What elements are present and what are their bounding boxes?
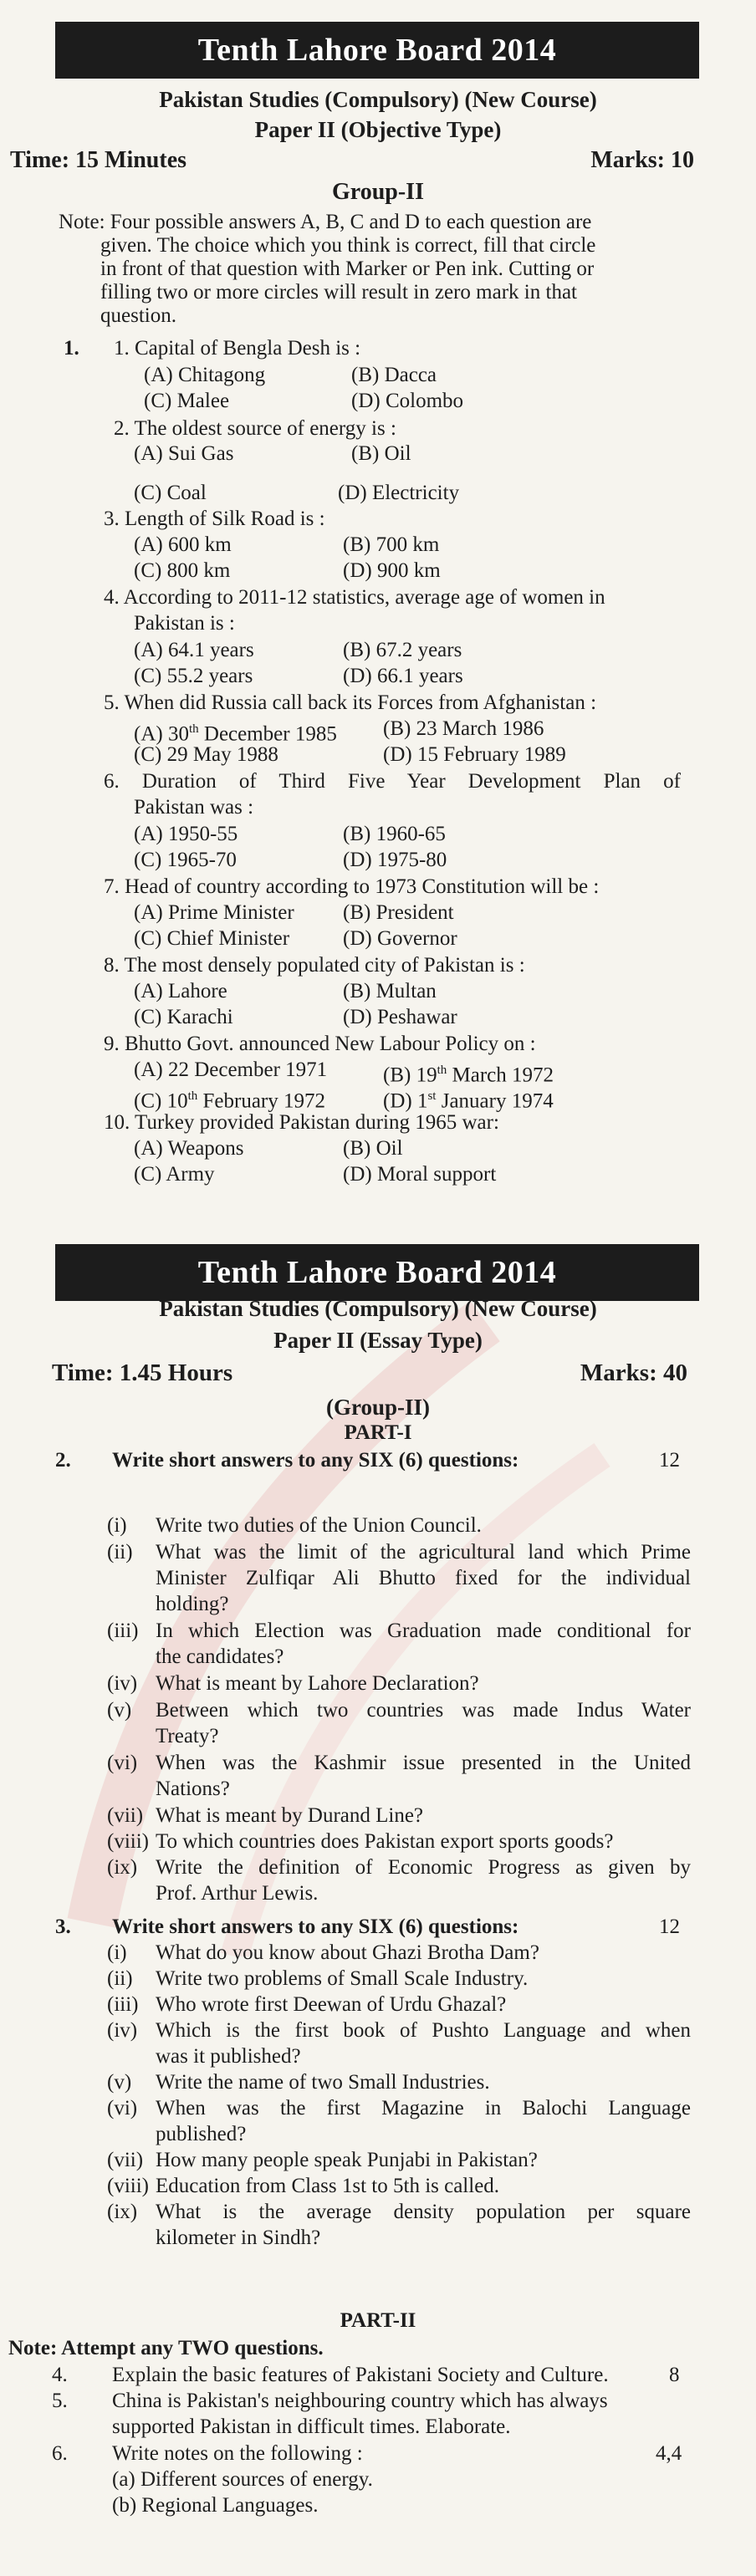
- mcq-question: 8. The most densely populated city of Pakistan is :: [104, 954, 525, 977]
- mcq-option: (D) 15 February 1989: [383, 743, 566, 766]
- mcq-option: (D) Moral support: [343, 1163, 497, 1186]
- q3-item-line: What do you know about Ghazi Brotha Dam?: [156, 1941, 539, 1964]
- mcq-option: (D) Governor: [343, 927, 457, 950]
- q6-number: 6.: [52, 2442, 68, 2465]
- objective-time: Time: 15 Minutes: [10, 147, 187, 173]
- mcq-option: (C) Karachi: [134, 1006, 233, 1028]
- objective-question-number: 1.: [64, 337, 79, 360]
- note-line: given. The choice which you think is correct, fill that circle: [100, 234, 596, 257]
- mcq-option: (C) 55.2 years: [134, 665, 253, 687]
- mcq-question: 9. Bhutto Govt. announced New Labour Policy on :: [104, 1033, 536, 1055]
- q2-item-number: (viii): [107, 1830, 149, 1853]
- objective-note: [59, 211, 711, 328]
- mcq-option: (A) Prime Minister: [134, 901, 294, 924]
- q5-number: 5.: [52, 2390, 68, 2412]
- mcq-option: (B) 67.2 years: [343, 639, 462, 661]
- essay-marks: Marks: 40: [580, 1359, 687, 1386]
- q3-item-number: (i): [107, 1941, 127, 1964]
- q2-item-line: Write two duties of the Union Council.: [156, 1514, 482, 1537]
- q2-item-line: Treaty?: [156, 1725, 219, 1747]
- mcq-option: (B) Multan: [343, 980, 437, 1002]
- mcq-option: (A) Weapons: [134, 1137, 244, 1160]
- mcq-option: (A) 600 km: [134, 533, 232, 556]
- q2-item-line: Between which two countries was made Indus Water: [156, 1699, 691, 1722]
- mcq-question: 5. When did Russia call back its Forces from Afghanistan :: [104, 691, 597, 714]
- q3-item-line: How many people speak Punjabi in Pakistan?: [156, 2149, 538, 2171]
- q3-number: 3.: [55, 1915, 71, 1938]
- q2-item-line: When was the Kashmir issue presented in the United: [156, 1752, 691, 1774]
- mcq-option: (C) 29 May 1988: [134, 743, 278, 766]
- part1-heading: PART-I: [344, 1421, 412, 1444]
- objective-marks: Marks: 10: [590, 147, 694, 173]
- q2-item-number: (i): [107, 1514, 127, 1537]
- mcq-option: (D) 900 km: [343, 559, 441, 582]
- q6-marks: 4,4: [656, 2442, 682, 2465]
- objective-banner: Tenth Lahore Board 2014: [55, 22, 699, 79]
- q3-item-number: (iii): [107, 1993, 139, 2016]
- essay-time: Time: 1.45 Hours: [52, 1359, 233, 1386]
- q2-title: Write short answers to any SIX (6) questions:: [112, 1449, 519, 1472]
- q3-item-number: (vi): [107, 2097, 138, 2119]
- q2-item-line: To which countries does Pakistan export sports goods?: [156, 1830, 614, 1853]
- q3-item-number: (ix): [107, 2201, 138, 2223]
- essay-subject: Pakistan Studies (Compulsory) (New Course): [159, 1296, 597, 1321]
- note-line: filling two or more circles will result in zero mark in that: [100, 281, 577, 304]
- mcq-option: (C) Chief Minister: [134, 927, 290, 950]
- q2-item-line: Prof. Arthur Lewis.: [156, 1882, 319, 1905]
- mcq-question-continued: Pakistan is :: [134, 612, 235, 635]
- q2-item-number: (iii): [107, 1620, 139, 1642]
- q6-text: Write notes on the following :: [112, 2442, 363, 2465]
- essay-banner: Tenth Lahore Board 2014: [55, 1244, 699, 1301]
- mcq-option: (D) 66.1 years: [343, 665, 463, 687]
- mcq-option: (D) 1st January 1974: [383, 1089, 554, 1113]
- mcq-option: (A) Sui Gas: [134, 442, 234, 465]
- note-line: Note: Four possible answers A, B, C and D to each question are: [59, 211, 592, 233]
- q3-item-line: Write the name of two Small Industries.: [156, 2071, 490, 2094]
- objective-subject: Pakistan Studies (Compulsory) (New Course): [159, 87, 597, 112]
- q2-item-line: the candidates?: [156, 1645, 284, 1668]
- q3-item-number: (vii): [107, 2149, 144, 2171]
- mcq-question-continued: Pakistan was :: [134, 796, 254, 819]
- mcq-question: 4. According to 2011-12 statistics, average age of women in: [104, 586, 605, 609]
- q3-item-line: Who wrote first Deewan of Urdu Ghazal?: [156, 1993, 507, 2016]
- q3-item-number: (viii): [107, 2175, 149, 2197]
- q3-item-line: Education from Class 1st to 5th is called.: [156, 2175, 500, 2197]
- mcq-question: 7. Head of country according to 1973 Constitution will be :: [104, 875, 600, 898]
- mcq-option: (C) 1965-70: [134, 849, 237, 871]
- q2-item-number: (vi): [107, 1752, 138, 1774]
- q3-title: Write short answers to any SIX (6) questions:: [112, 1915, 519, 1938]
- mcq-option: (B) Oil: [351, 442, 411, 465]
- mcq-option: (D) Peshawar: [343, 1006, 457, 1028]
- q5-line: supported Pakistan in difficult times. Elaborate.: [112, 2415, 511, 2438]
- mcq-option: (B) 1960-65: [343, 823, 446, 845]
- mcq-option: (B) Oil: [343, 1137, 403, 1160]
- q3-item-number: (iv): [107, 2019, 138, 2042]
- mcq-option: (C) Coal: [134, 482, 207, 504]
- q4-number: 4.: [52, 2364, 68, 2386]
- mcq-option: (B) 23 March 1986: [383, 717, 544, 740]
- mcq-option: (C) 800 km: [134, 559, 231, 582]
- mcq-option: (A) 22 December 1971: [134, 1058, 328, 1081]
- mcq-option: (A) 1950-55: [134, 823, 238, 845]
- q2-item-number: (vii): [107, 1804, 144, 1827]
- mcq-option: (D) Electricity: [338, 482, 460, 504]
- q3-marks: 12: [659, 1915, 680, 1938]
- mcq-option: (A) Chitagong: [144, 364, 266, 386]
- q4-text: Explain the basic features of Pakistani Society and Culture.: [112, 2364, 609, 2386]
- q2-item-number: (v): [107, 1699, 132, 1722]
- objective-paper: Paper II (Objective Type): [254, 117, 502, 142]
- mcq-question: 6. Duration of Third Five Year Development Plan of: [104, 770, 681, 793]
- q3-item-number: (ii): [107, 1967, 133, 1990]
- mcq-option: (B) President: [343, 901, 454, 924]
- q2-item-line: In which Election was Graduation made conditional for: [156, 1620, 691, 1642]
- q3-item-line: was it published?: [156, 2045, 301, 2068]
- q2-item-line: What is meant by Durand Line?: [156, 1804, 424, 1827]
- q2-item-line: What is meant by Lahore Declaration?: [156, 1672, 479, 1695]
- q2-item-number: (ii): [107, 1541, 133, 1563]
- mcq-option: (A) Lahore: [134, 980, 227, 1002]
- mcq-question: 3. Length of Silk Road is :: [104, 508, 325, 530]
- essay-group: (Group-II): [325, 1395, 431, 1420]
- q3-item-number: (v): [107, 2071, 132, 2094]
- mcq-option: (B) 700 km: [343, 533, 440, 556]
- q2-item-line: Nations?: [156, 1778, 230, 1800]
- note-line: question.: [100, 304, 176, 327]
- part2-note: Note: Attempt any TWO questions.: [8, 2337, 324, 2359]
- q3-item-line: Which is the first book of Pushto Language and when: [156, 2019, 691, 2042]
- q4-marks: 8: [669, 2364, 680, 2386]
- q2-marks: 12: [659, 1449, 680, 1472]
- q3-item-line: published?: [156, 2123, 247, 2145]
- q2-item-line: What was the limit of the agricultural land which Prime: [156, 1541, 691, 1563]
- mcq-option: (C) Malee: [144, 390, 230, 412]
- q3-item-line: When was the first Magazine in Balochi Language: [156, 2097, 691, 2119]
- note-line: in front of that question with Marker or Pen ink. Cutting or: [100, 258, 595, 280]
- part2-heading: PART-II: [340, 2309, 416, 2332]
- mcq-option: (A) 30th December 1985: [134, 722, 337, 746]
- mcq-question: 2. The oldest source of energy is :: [114, 417, 396, 440]
- mcq-option: (D) 1975-80: [343, 849, 447, 871]
- mcq-option: (A) 64.1 years: [134, 639, 254, 661]
- q3-item-line: Write two problems of Small Scale Industry.: [156, 1967, 529, 1990]
- mcq-question: 10. Turkey provided Pakistan during 1965 war:: [104, 1111, 499, 1134]
- q3-item-line: What is the average density population per square: [156, 2201, 691, 2223]
- q6-part-a: (a) Different sources of energy.: [112, 2468, 373, 2491]
- q2-item-line: Write the definition of Economic Progress as given by: [156, 1856, 691, 1879]
- q3-item-line: kilometer in Sindh?: [156, 2227, 321, 2249]
- mcq-option: (B) Dacca: [351, 364, 437, 386]
- q6-part-b: (b) Regional Languages.: [112, 2494, 319, 2517]
- q5-line: China is Pakistan's neighbouring country which has always: [112, 2390, 608, 2412]
- objective-group: Group-II: [332, 179, 424, 205]
- q2-item-line: holding?: [156, 1593, 229, 1615]
- essay-paper: Paper II (Essay Type): [273, 1328, 483, 1353]
- mcq-option: (D) Colombo: [351, 390, 464, 412]
- q2-number: 2.: [55, 1449, 71, 1472]
- q2-item-number: (ix): [107, 1856, 138, 1879]
- q2-item-number: (iv): [107, 1672, 138, 1695]
- q2-item-line: Minister Zulfiqar Ali Bhutto fixed for the individual: [156, 1567, 691, 1589]
- mcq-option: (C) 10th February 1972: [134, 1089, 325, 1113]
- mcq-question: 1. Capital of Bengla Desh is :: [114, 337, 361, 360]
- mcq-option: (C) Army: [134, 1163, 215, 1186]
- mcq-option: (B) 19th March 1972: [383, 1064, 554, 1087]
